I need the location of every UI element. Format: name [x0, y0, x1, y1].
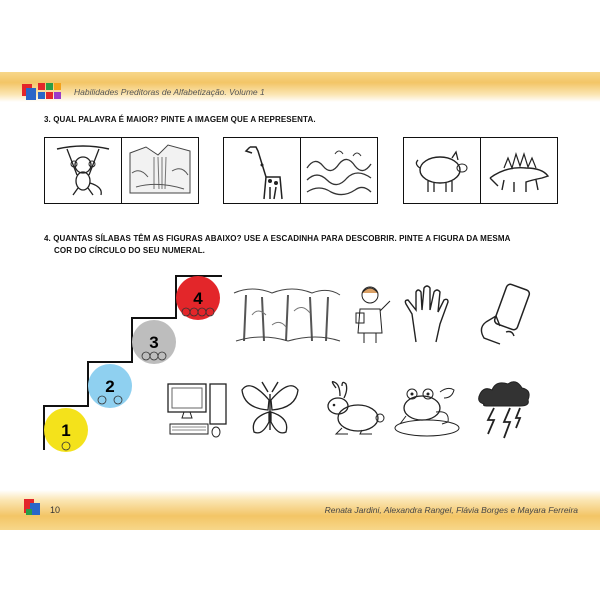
computer-icon[interactable] [162, 380, 232, 440]
teacher-icon[interactable] [352, 283, 392, 345]
waves-icon [305, 146, 373, 196]
question-4-line-2: COR DO CÍRCULO DO SEU NUMERAL. [54, 246, 205, 255]
pig-icon [412, 146, 472, 196]
step-4-number: 4 [193, 289, 203, 308]
step-4[interactable] [176, 276, 220, 320]
page-number: 10 [50, 505, 61, 515]
step-2[interactable] [88, 364, 132, 408]
word-pair-1 [44, 137, 199, 204]
step-1-number: 1 [61, 421, 71, 440]
waves-cell[interactable] [300, 138, 377, 203]
word-pair-2 [223, 137, 378, 204]
header-title: Habilidades Preditoras de Alfabetização. Volume 1 [74, 87, 265, 97]
giraffe-icon [232, 141, 292, 201]
step-3-number: 3 [149, 333, 159, 352]
pig-cell[interactable] [404, 138, 480, 203]
footer-authors: Renata Jardini, Alexandra Rangel, Flávia Borges e Mayara Ferreira [324, 505, 578, 515]
book-footer-icon [22, 497, 44, 517]
question-4-line-1: 4. QUANTAS SÍLABAS TÊM AS FIGURAS ABAIXO? USE A ESCADINHA PARA DESCOBRIR. PINTE A FIGURA DA MESMA [44, 234, 511, 243]
hand-icon[interactable] [402, 284, 454, 346]
forest-icon[interactable] [232, 285, 342, 347]
step-2-number: 2 [105, 377, 115, 396]
word-pair-3 [403, 137, 558, 204]
giraffe-cell[interactable] [224, 138, 300, 203]
step-1[interactable] [44, 408, 88, 452]
storm-cloud-icon[interactable] [474, 378, 534, 442]
rabbit-icon[interactable] [318, 380, 386, 438]
book-logo-icon [20, 80, 64, 102]
stegosaurus-icon [486, 146, 552, 196]
smartphone-icon[interactable] [470, 282, 540, 346]
monkey-icon [53, 143, 113, 198]
waterfall-cell[interactable] [121, 138, 198, 203]
question-3: 3. QUAL PALAVRA É MAIOR? PINTE A IMAGEM QUE A REPRESENTA. [44, 115, 316, 124]
frog-icon[interactable] [392, 380, 462, 438]
monkey-cell[interactable] [45, 138, 121, 203]
stegosaurus-cell[interactable] [480, 138, 557, 203]
question-4 [44, 233, 564, 257]
butterfly-icon[interactable] [240, 378, 300, 440]
step-3[interactable] [132, 320, 176, 364]
waterfall-icon [128, 143, 192, 198]
